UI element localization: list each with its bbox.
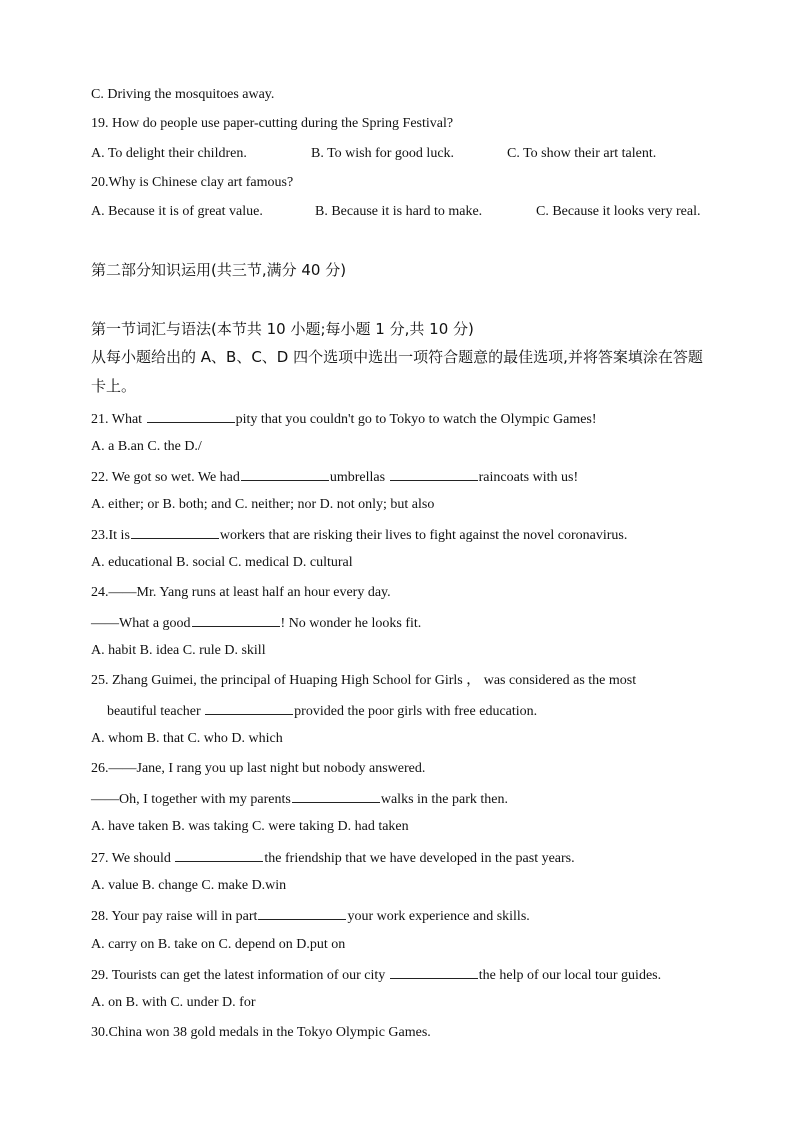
q24-line-1: 24.——Mr. Yang runs at least half an hour every day.	[91, 585, 391, 600]
section1-title: 第一节词汇与语法(本节共 10 小题;每小题 1 分,共 10 分)	[91, 320, 474, 338]
q27-stem: 27. We should the friendship that we have developed in the past years.	[91, 847, 575, 869]
q22-options: A. either; or B. both; and C. neither; nor D. not only; but also	[91, 497, 435, 512]
q26-line-1: 26.——Jane, I rang you up last night but nobody answered.	[91, 761, 426, 776]
q29-options: A. on B. with C. under D. for	[91, 995, 256, 1010]
q27-options: A. value B. change C. make D.win	[91, 878, 287, 893]
q20-option-c: C. Because it looks very real.	[536, 204, 701, 219]
q21-options: A. a B.an C. the D./	[91, 439, 202, 454]
q25-stem: beautiful teacher provided the poor girls with free education.	[107, 700, 537, 722]
q23-options: A. educational B. social C. medical D. cultural	[91, 555, 353, 570]
q28-stem: 28. Your pay raise will in part your work experience and skills.	[91, 905, 530, 927]
q23-stem: 23.It is workers that are risking their lives to fight against the novel coronavirus.	[91, 524, 627, 546]
q28-options: A. carry on B. take on C. depend on D.put on	[91, 937, 346, 952]
answer-blank	[147, 408, 235, 423]
answer-blank	[192, 612, 280, 627]
q26-stem: ——Oh, I together with my parents walks in the park then.	[91, 788, 508, 810]
q24-stem: ——What a good ! No wonder he looks fit.	[91, 612, 421, 634]
answer-blank	[292, 788, 380, 803]
q21-stem: 21. What pity that you couldn't go to Tokyo to watch the Olympic Games!	[91, 408, 597, 430]
q25-line-1: 25. Zhang Guimei, the principal of Huaping High School for Girls ， was considered as the most	[91, 673, 637, 688]
q30-stem: 30.China won 38 gold medals in the Tokyo Olympic Games.	[91, 1025, 431, 1040]
answer-blank	[258, 905, 346, 920]
q19-option-c: C. To show their art talent.	[507, 146, 657, 161]
q20-stem: 20.Why is Chinese clay art famous?	[91, 175, 294, 190]
instruction-line-1: 从每小题给出的 A、B、C、D 四个选项中选出一项符合题意的最佳选项,并将答案填涂在答题	[91, 348, 703, 366]
part2-title: 第二部分知识运用(共三节,满分 40 分)	[91, 261, 347, 279]
q20-option-b: B. Because it is hard to make.	[315, 204, 483, 219]
q20-option-a: A. Because it is of great value.	[91, 204, 263, 219]
answer-blank	[241, 466, 329, 481]
answer-blank	[390, 964, 478, 979]
answer-blank	[131, 524, 219, 539]
instruction-line-2: 卡上。	[91, 377, 137, 395]
q26-options: A. have taken B. was taking C. were taking D. had taken	[91, 819, 409, 834]
q19-option-a: A. To delight their children.	[91, 146, 247, 161]
q29-stem: 29. Tourists can get the latest information of our city the help of our local tour guides.	[91, 964, 661, 986]
answer-blank	[175, 847, 263, 862]
answer-blank	[205, 700, 293, 715]
q25-options: A. whom B. that C. who D. which	[91, 731, 283, 746]
answer-blank	[390, 466, 478, 481]
q18-option-c: C. Driving the mosquitoes away.	[91, 87, 275, 102]
q19-option-b: B. To wish for good luck.	[311, 146, 455, 161]
q24-options: A. habit B. idea C. rule D. skill	[91, 643, 266, 658]
q19-stem: 19. How do people use paper-cutting during the Spring Festival?	[91, 116, 454, 131]
q22-stem: 22. We got so wet. We had umbrellas raincoats with us!	[91, 466, 578, 488]
